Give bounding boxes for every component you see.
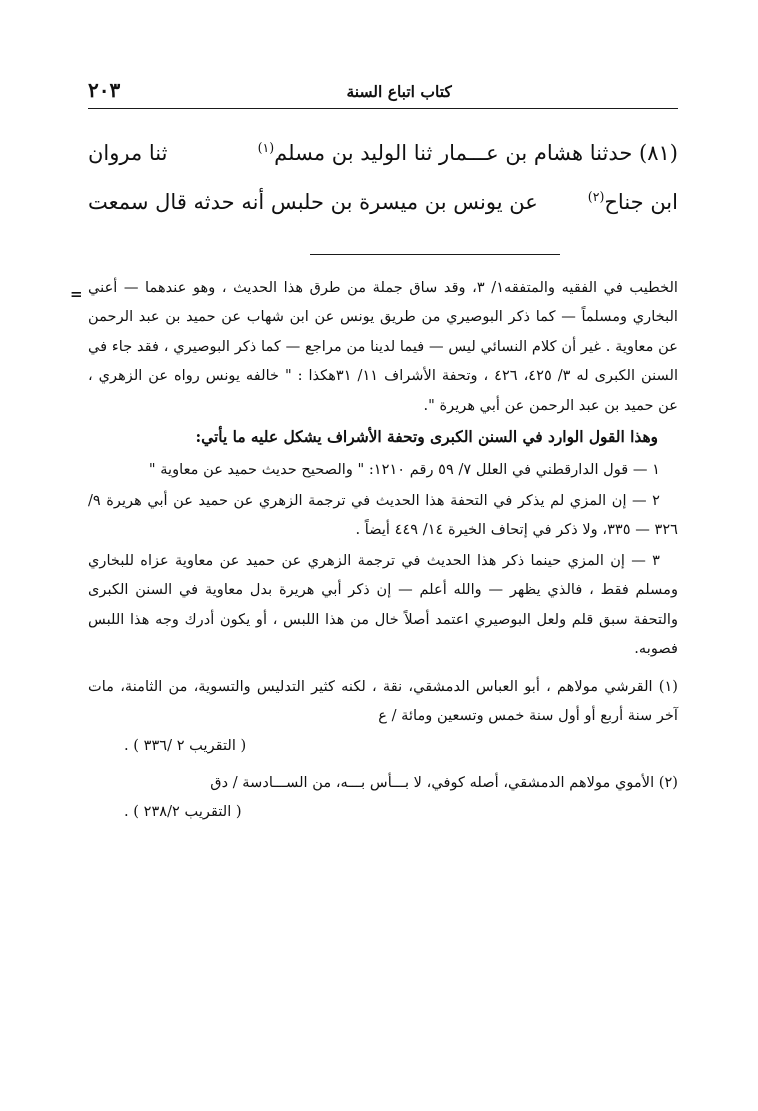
footnote-note-2-ref: ( التقريب ٢٣٨/٢ ) . (124, 803, 242, 821)
hadith-line-1-end: ثنا مروان (88, 141, 168, 165)
hadith-line-2-text: ابن جناح (604, 189, 678, 214)
hadith-line-1-text: (٨١) حدثنا هشام بن عـــمار ثنا الوليد بن مسلم (274, 141, 678, 165)
footnote-note-2 (88, 768, 678, 827)
footnote-note-2-text: (٢) الأموي مولاهم الدمشقي، أصله كوفي، لا بـــأس بـــه، من الســـادسة / دق (210, 774, 678, 792)
footnote-numbered-list (88, 455, 678, 663)
continuation-marker: = (70, 284, 83, 303)
hadith-line-2-start (588, 182, 678, 223)
hadith-line-2-end: عن يونس بن ميسرة بن حلبس أنه حدثه قال سمعت (88, 189, 538, 214)
page-content (70, 78, 678, 827)
book-title: كتاب اتباع السنة (346, 82, 452, 101)
footnote-item-2: ٢ — إن المزي لم يذكر في التحفة هذا الحديث في ترجمة الزهري عن حميد عن أبي هريرة ٩/ ٣٢٦ — ٣٣٥، ولا ذكر في إتحاف الخيرة ١٤/ ٤٤٩ أيضاً . (88, 491, 678, 539)
hadith-line-1 (88, 133, 678, 174)
hadith-line-2 (88, 182, 678, 223)
footnote-note-1 (88, 672, 678, 760)
footnote-marker-1: (١) (257, 140, 275, 155)
footnote-paragraph-1: الخطيب في الفقيه والمتفقه١/ ٣، وقد ساق جملة من طرق هذا الحديث ، وهو عندهما — أعني البخاري ومسلماً — كما ذكر البوصيري من طريق يونس عن ابن شهاب عن حميد بن عبد الرحمن عن معاوية . غير أن كلام النسائي ليس — فيما لدينا من مراجع — كما ذكر البوصيري ، فقد جاء في السنن الكبرى له ٣/ ٤٢٥، ٤٢٦ ، وتحفة الأشراف ١١/ ٣١هكذا : " خالفه يونس رواه عن الزهري ، عن حميد بن عبد الرحمن عن أبي هريرة ". (88, 278, 678, 414)
footnote-separator (88, 249, 678, 261)
footnote-marker-2: (٢) (587, 188, 605, 204)
hadith-line-1-start (258, 133, 678, 174)
footnote-bold-heading: وهذا القول الوارد في السنن الكبرى وتحفة الأشراف يشكل عليه ما يأتي: (195, 428, 658, 447)
page-header (88, 78, 678, 109)
page-number: ٢٠٣ (88, 78, 121, 102)
footnote-item-1: ١ — قول الدارقطني في العلل ٧/ ٥٩ رقم ١٢١٠: " والصحيح حديث حميد عن معاوية " (148, 461, 660, 479)
footnotes-section (70, 273, 678, 827)
footnote-item-3: ٣ — إن المزي حينما ذكر هذا الحديث في ترجمة الزهري عن حميد عن معاوية عزاه للبخاري ومسلم فقط ، فالذي يظهر — والله أعلم — إن ذكر أبي هريرة بدل معاوية في السنن الكبرى والتحفة سبق قلم ولعل البوصيري اعتمد أصلاً خال من هذا اللبس ، أو يكون أدرك وجه هذا اللبس فصوبه. (88, 551, 678, 658)
footnote-note-1-text: (١) القرشي مولاهم ، أبو العباس الدمشقي، نقة ، لكنه كثير التدليس والتسوية، من الثامنة، مات آخر سنة أربع أو أول سنة خمس وتسعين ومائة / ع (88, 677, 678, 725)
separator-rule (310, 254, 560, 255)
footnote-note-1-ref: ( التقريب ٢ /٣٣٦ ) . (124, 736, 247, 754)
hadith-main-text (88, 133, 678, 223)
